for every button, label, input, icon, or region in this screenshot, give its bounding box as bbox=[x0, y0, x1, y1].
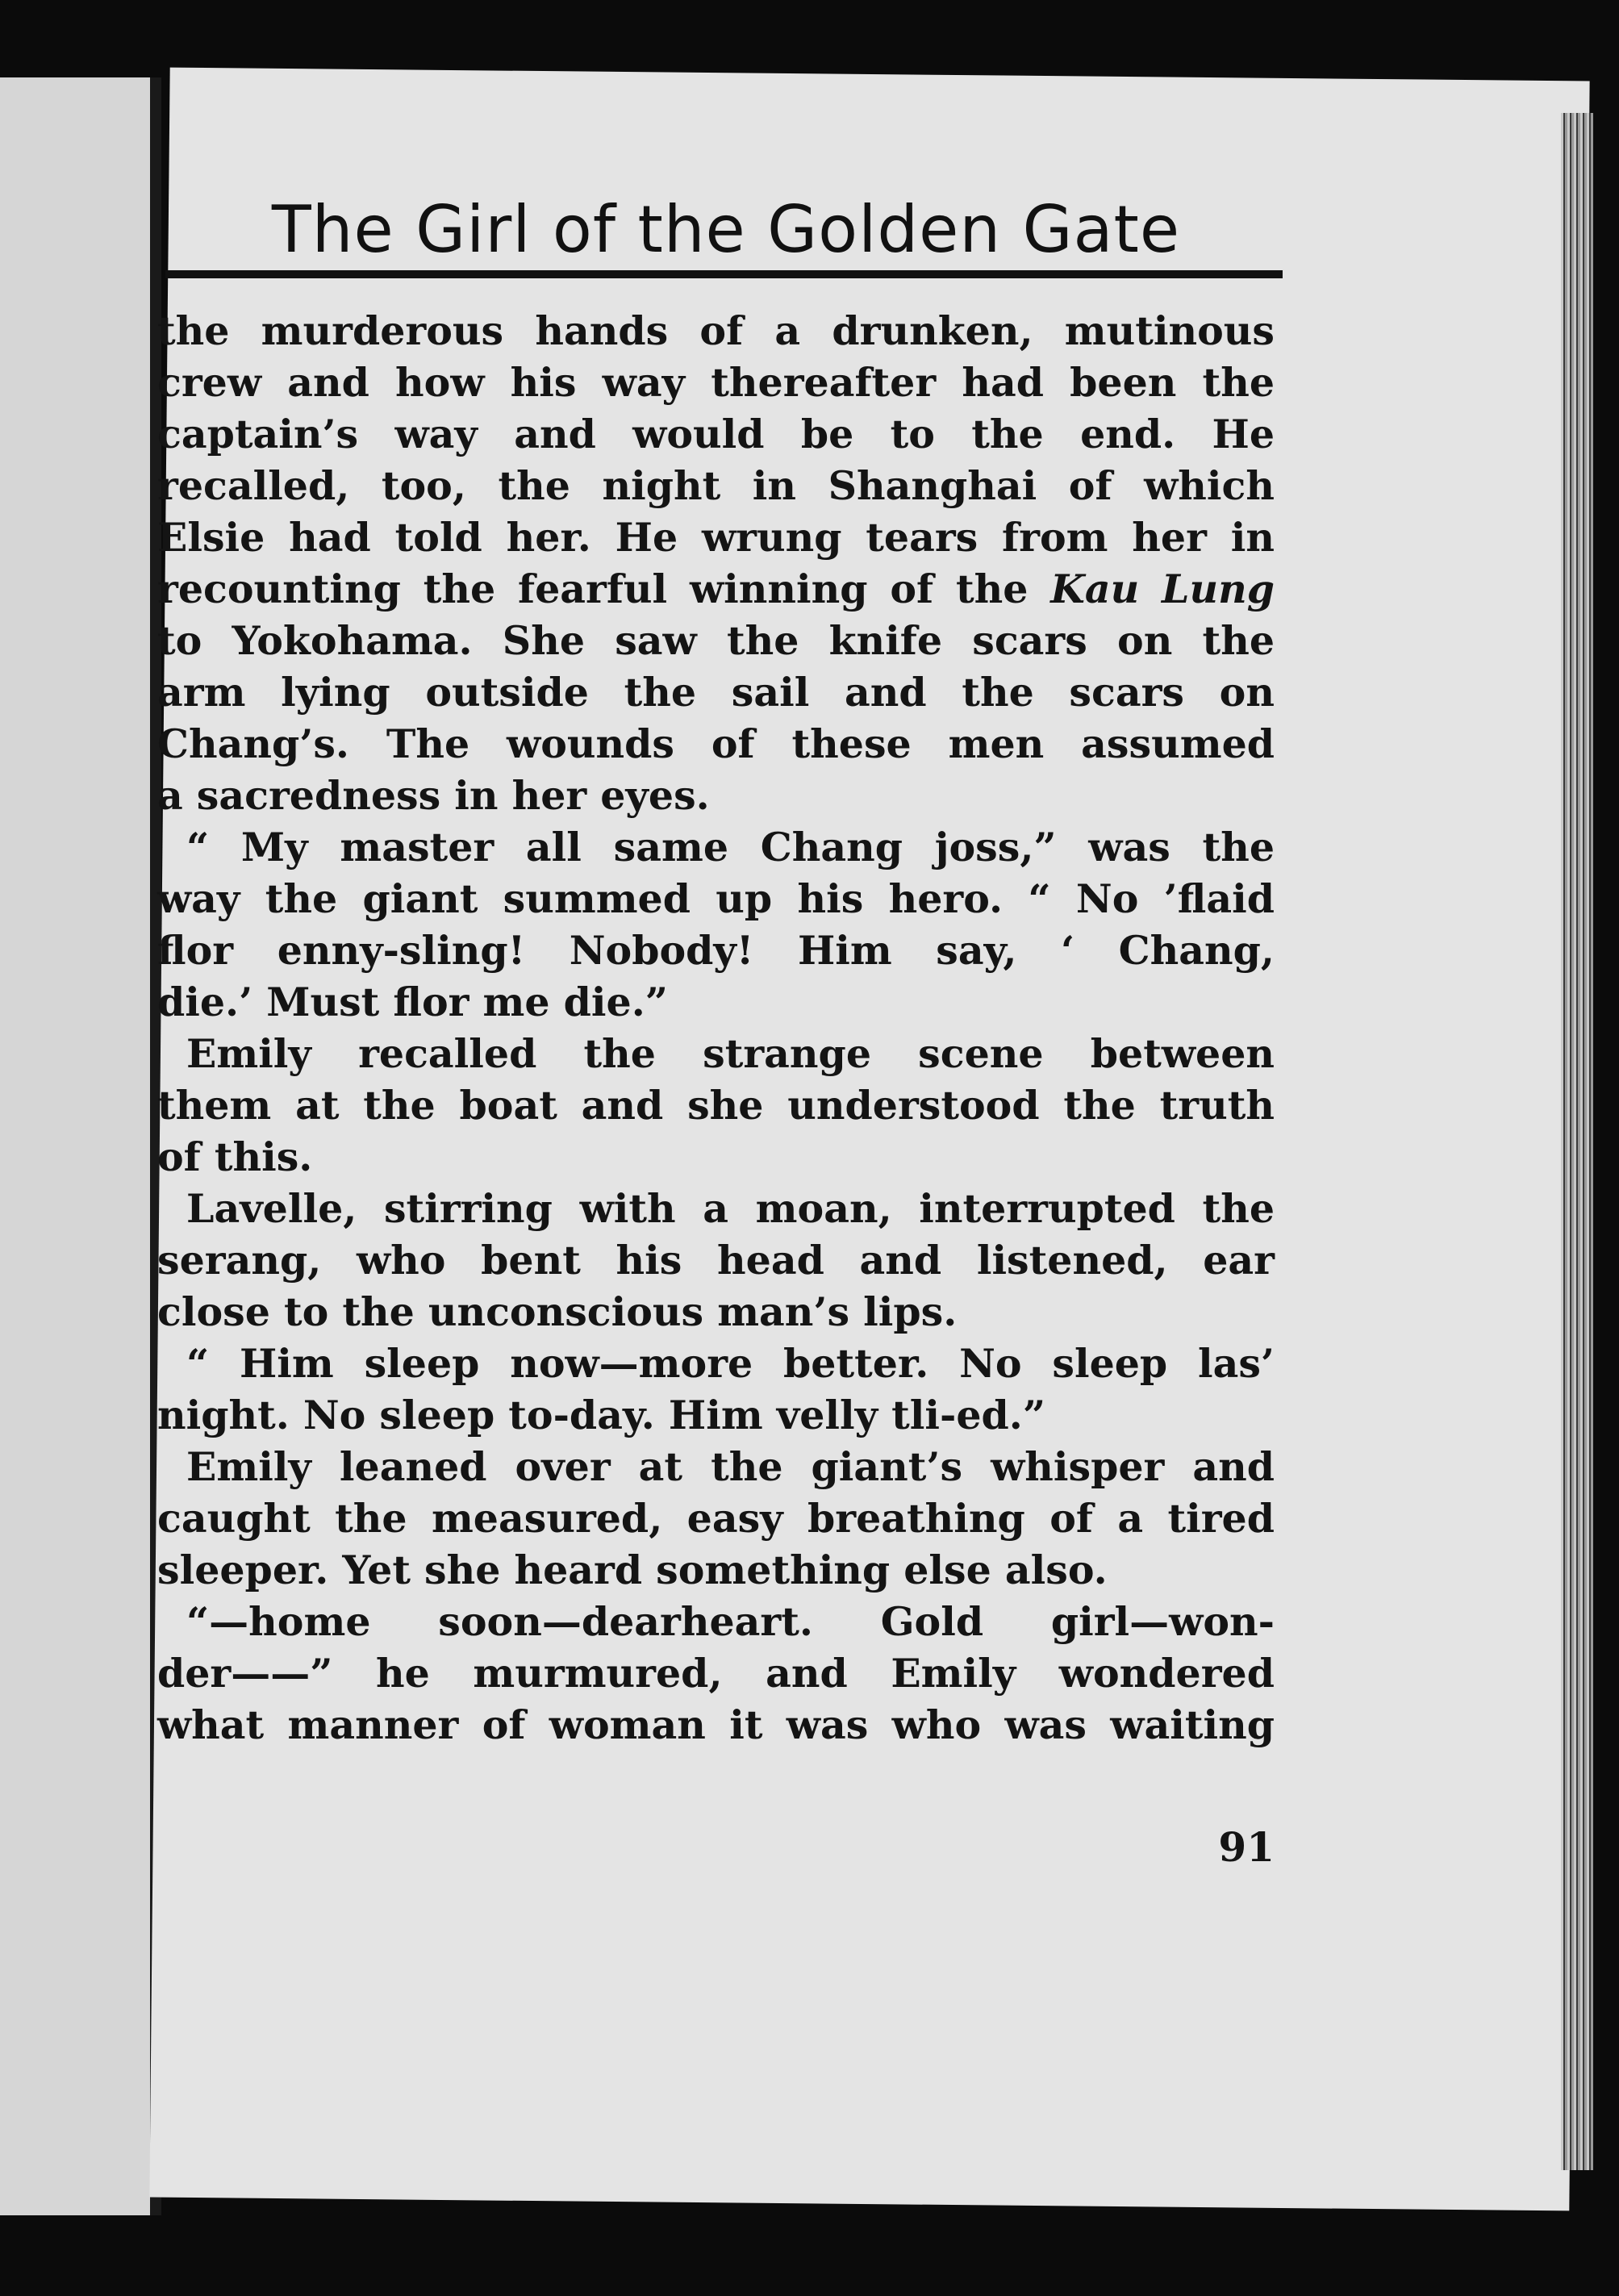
text-line: way the giant summed up his hero. “ No ’flaid bbox=[157, 875, 1275, 922]
page-number: 91 bbox=[1218, 1823, 1275, 1871]
text-line: to Yokohama. She saw the knife scars on the bbox=[157, 617, 1275, 664]
page-body-text bbox=[157, 305, 1275, 1751]
text-line: them at the boat and she understood the truth bbox=[157, 1082, 1275, 1129]
text-line bbox=[157, 563, 1275, 615]
text-line: Lavelle, stirring with a moan, interrupted the bbox=[186, 1185, 1275, 1232]
text-line: of this. bbox=[157, 1133, 313, 1180]
ship-name: Kau Lung bbox=[1050, 566, 1275, 612]
text-line: Chang’s. The wounds of these men assumed bbox=[157, 720, 1275, 767]
text-line: die.’ Must flor me die.” bbox=[157, 979, 668, 1025]
text-line: the murderous hands of a drunken, mutinous bbox=[157, 307, 1275, 354]
text-line: crew and how his way thereafter had been the bbox=[157, 359, 1275, 406]
text-line: night. No sleep to-day. Him velly tli-ed.” bbox=[157, 1392, 1046, 1438]
left-page-edge bbox=[0, 77, 153, 2215]
text-line: what manner of woman it was who was waiting bbox=[157, 1701, 1275, 1748]
text-line: arm lying outside the sail and the scars on bbox=[157, 669, 1275, 716]
text-line: close to the unconscious man’s lips. bbox=[157, 1288, 958, 1335]
text-line: flor enny-sling! Nobody! Him say, ‘ Chang, bbox=[157, 927, 1275, 974]
page-edges bbox=[1561, 113, 1593, 2170]
text-line: captain’s way and would be to the end. He bbox=[157, 411, 1275, 457]
header-rule bbox=[165, 270, 1283, 278]
running-header: The Girl of the Golden Gate bbox=[271, 192, 1181, 267]
text-line: “ Him sleep now—more better. No sleep las’ bbox=[186, 1340, 1275, 1387]
text-line: serang, who bent his head and listened, ear bbox=[157, 1237, 1275, 1284]
text-line: recalled, too, the night in Shanghai of which bbox=[157, 462, 1275, 509]
text-line: a sacredness in her eyes. bbox=[157, 772, 710, 819]
text-line: Elsie had told her. He wrung tears from her in bbox=[157, 514, 1275, 561]
text-line: der——” he murmured, and Emily wondered bbox=[157, 1650, 1275, 1697]
text-line: Emily leaned over at the giant’s whisper and bbox=[186, 1443, 1275, 1490]
text-line-start: recounting the fearful winning of the bbox=[157, 566, 1029, 612]
text-line: Emily recalled the strange scene between bbox=[186, 1030, 1275, 1077]
text-line: “—home soon—dearheart. Gold girl—won- bbox=[186, 1598, 1275, 1645]
text-line: “ My master all same Chang joss,” was the bbox=[186, 824, 1275, 870]
text-line: sleeper. Yet she heard something else also. bbox=[157, 1547, 1108, 1593]
text-line: caught the measured, easy breathing of a tired bbox=[157, 1495, 1275, 1542]
